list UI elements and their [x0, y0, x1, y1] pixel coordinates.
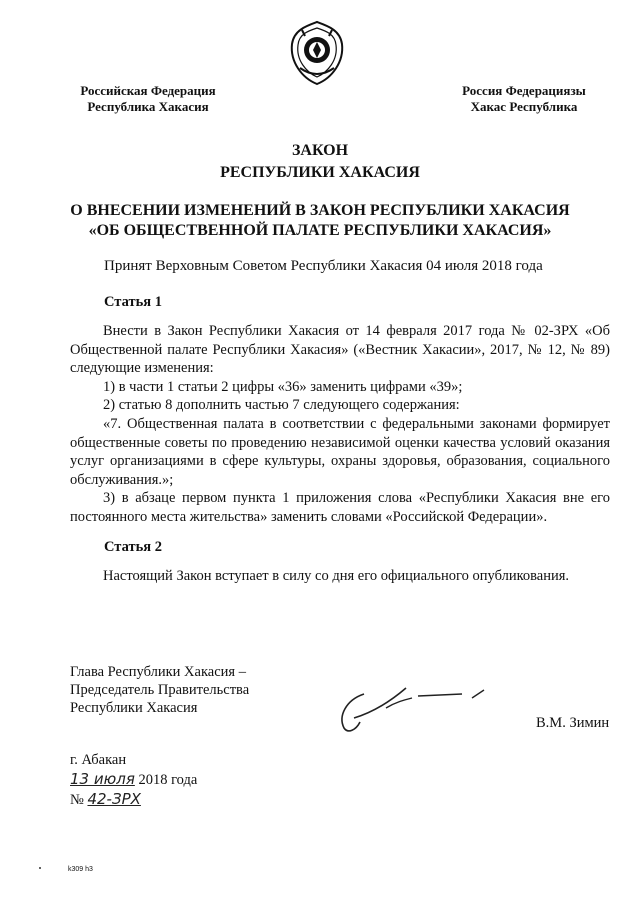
header-right [444, 83, 604, 115]
article-1-heading: Статья 1 [104, 294, 162, 310]
signatory-role [70, 663, 249, 717]
date-year: 2018 года [138, 772, 198, 788]
number-handwritten: 42-ЗРХ [87, 790, 141, 808]
header-left-line-1: Российская Федерация [80, 83, 216, 98]
signatory-role-line-3: Республики Хакасия [70, 700, 198, 716]
article-1-paragraph: Внести в Закон Республики Хакасия от 14 февраля 2017 года № 02-ЗРХ «Об Общественной палате Республики Хакасия» («Вестник Хакасии», 2017, № 12, № 89) следующие изменения: [70, 323, 610, 377]
article-1-paragraph: 2) статью 8 дополнить частью 7 следующего содержания: [103, 397, 460, 414]
header-right-line-1: Россия Федерациязы [462, 83, 586, 98]
header-right-line-2: Хакас Республика [470, 99, 578, 114]
article-1-paragraph: 1) в части 1 статьи 2 цифры «36» заменить цифрами «39»; [103, 378, 463, 395]
place-of-signing: г. Абакан [70, 752, 127, 768]
handwritten-signature-icon [334, 676, 494, 738]
adoption-statement: Принят Верховным Советом Республики Хакасия 04 июля 2018 года [104, 258, 543, 274]
law-title-line-2: «ОБ ОБЩЕСТВЕННОЙ ПАЛАТЕ РЕСПУБЛИКИ ХАКАСИЯ» [88, 222, 552, 239]
header-left [66, 83, 230, 115]
scan-dot [39, 867, 41, 869]
republic-emblem-icon [288, 20, 346, 86]
signing-date [70, 770, 197, 789]
law-title [60, 201, 580, 241]
law-number [70, 790, 141, 809]
signatory-role-line-2: Председатель Правительства [70, 682, 250, 698]
article-1-paragraph: «7. Общественная палата в соответствии с федеральными законами формирует общественные советы по проведению независимой оценки качества условий оказания услуг организациями в сфере культуры, охраны здоровья, образования, социального обслуживания.»; [70, 415, 610, 488]
document-issuer: РЕСПУБЛИКИ ХАКАСИЯ [220, 164, 420, 181]
article-1-body [70, 322, 610, 527]
number-prefix: № [70, 792, 84, 808]
article-1-paragraph: 3) в абзаце первом пункта 1 приложения слова «Республики Хакасия вне его постоянного места жительства» заменить словами «Российской Федерации». [70, 490, 610, 525]
signatory-role-line-1: Глава Республики Хакасия – [70, 664, 246, 680]
document-type: ЗАКОН [291, 142, 349, 159]
footer-code: k309 h3 [68, 866, 93, 873]
article-2-body [70, 567, 610, 585]
signatory-name: В.М. Зимин [536, 715, 610, 731]
article-2-heading: Статья 2 [104, 539, 162, 555]
law-title-line-1: О ВНЕСЕНИИ ИЗМЕНЕНИЙ В ЗАКОН РЕСПУБЛИКИ ХАКАСИЯ [70, 202, 570, 219]
date-handwritten: 13 июля [70, 770, 135, 788]
header-left-line-2: Республика Хакасия [87, 99, 209, 114]
article-2-paragraph: Настоящий Закон вступает в силу со дня его официального опубликования. [103, 568, 570, 584]
